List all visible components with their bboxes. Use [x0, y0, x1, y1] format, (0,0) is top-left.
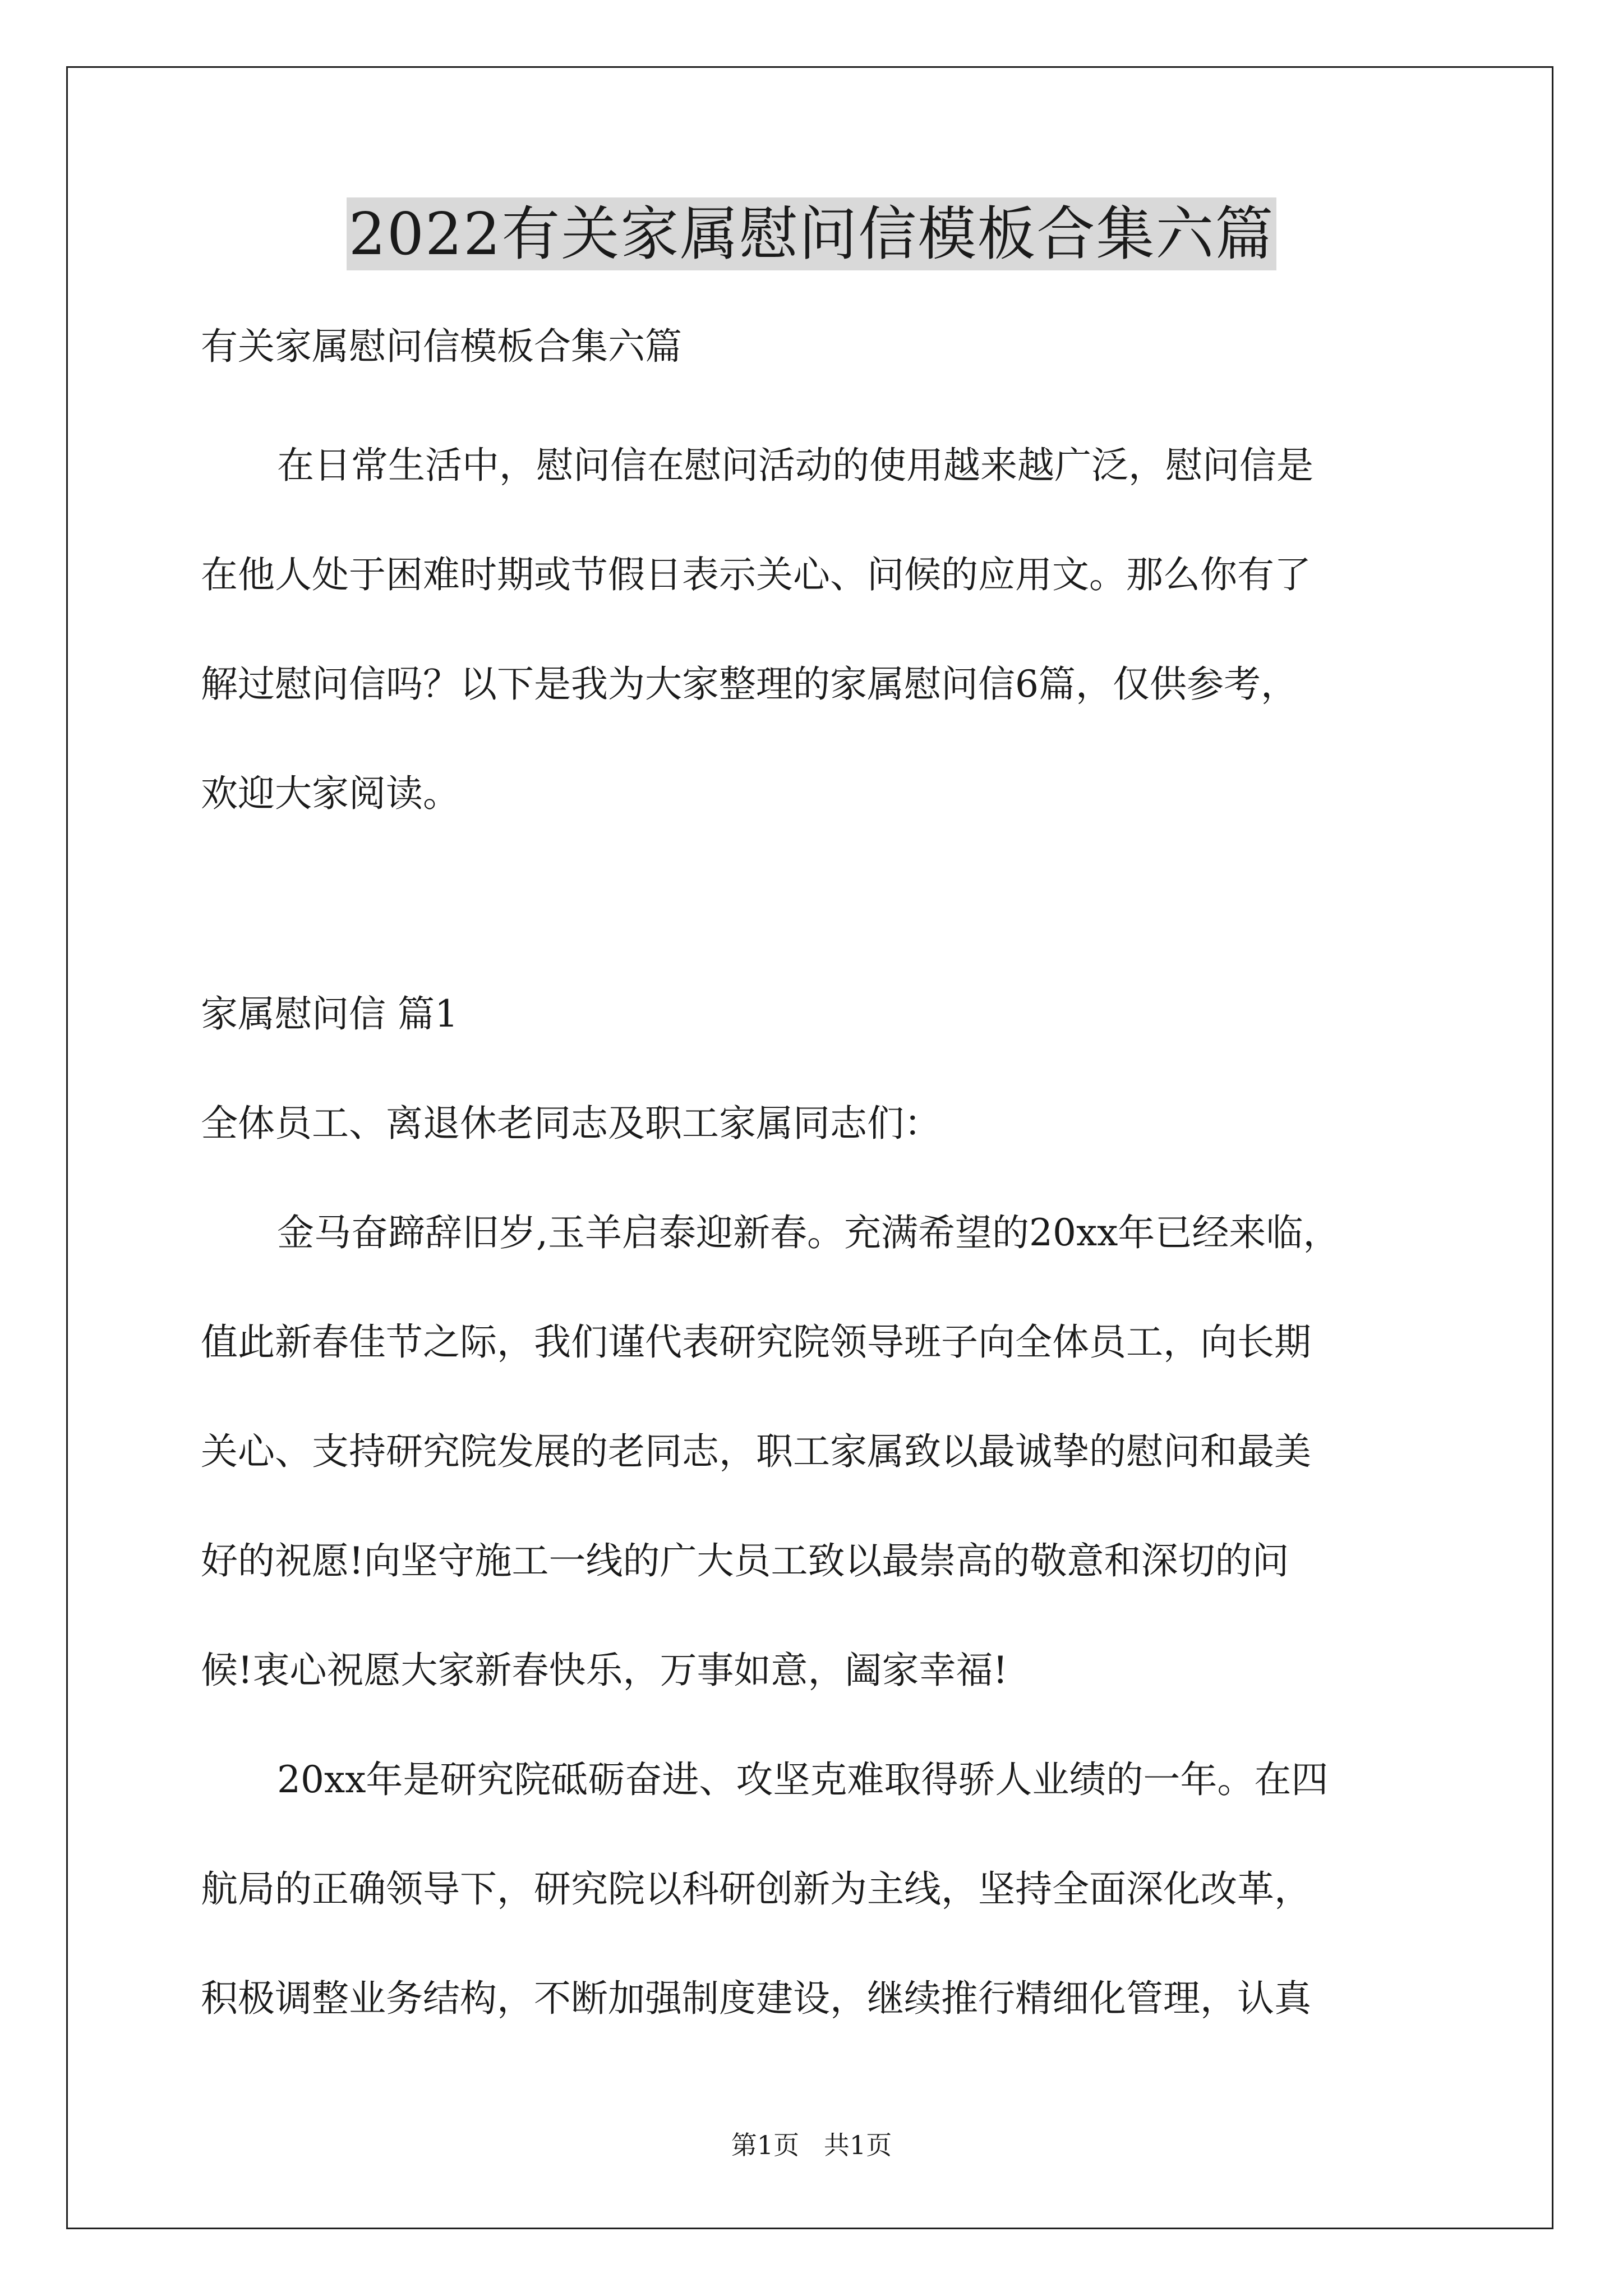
intro-line-3: 解过慰问信吗？以下是我为大家整理的家属慰问信6篇，仅供参考， [201, 662, 1298, 706]
body-p1-line-1: 金马奋蹄辞旧岁,玉羊启泰迎新春。充满希望的20xx年已经来临， [277, 1211, 1340, 1254]
document-title: 2022有关家属慰问信模板合集六篇 [347, 197, 1277, 270]
intro-line-2: 在他人处于困难时期或节假日表示关心、问候的应用文。那么你有了 [201, 553, 1311, 596]
document-subtitle: 有关家属慰问信模板合集六篇 [201, 325, 682, 368]
body-p1-line-2: 值此新春佳节之际，我们谨代表研究院领导班子向全体员工，向长期 [201, 1320, 1311, 1364]
body-p1-line-5: 候!衷心祝愿大家新春快乐，万事如意，阖家幸福! [201, 1649, 1008, 1692]
body-p1-line-3: 关心、支持研究院发展的老同志，职工家属致以最诚挚的慰问和最美 [201, 1430, 1311, 1473]
intro-line-4: 欢迎大家阅读。 [201, 772, 460, 815]
body-p1-line-4: 好的祝愿!向坚守施工一线的广大员工致以最崇高的敬意和深切的问 [201, 1539, 1289, 1582]
salutation: 全体员工、离退休老同志及职工家属同志们： [201, 1102, 941, 1145]
body-p2-line-1: 20xx年是研究院砥砺奋进、攻坚克难取得骄人业绩的一年。在四 [277, 1758, 1329, 1801]
body-p2-line-2: 航局的正确领导下，研究院以科研创新为主线，坚持全面深化改革， [201, 1867, 1311, 1911]
section-heading: 家属慰问信 篇1 [201, 992, 458, 1036]
title-container [0, 197, 1623, 270]
body-p2-line-3: 积极调整业务结构，不断加强制度建设，继续推行精细化管理，认真 [201, 1977, 1311, 2020]
intro-line-1: 在日常生活中，慰问信在慰问活动的使用越来越广泛，慰问信是 [277, 444, 1313, 487]
page-number-footer: 第1页 共1页 [731, 2130, 892, 2160]
